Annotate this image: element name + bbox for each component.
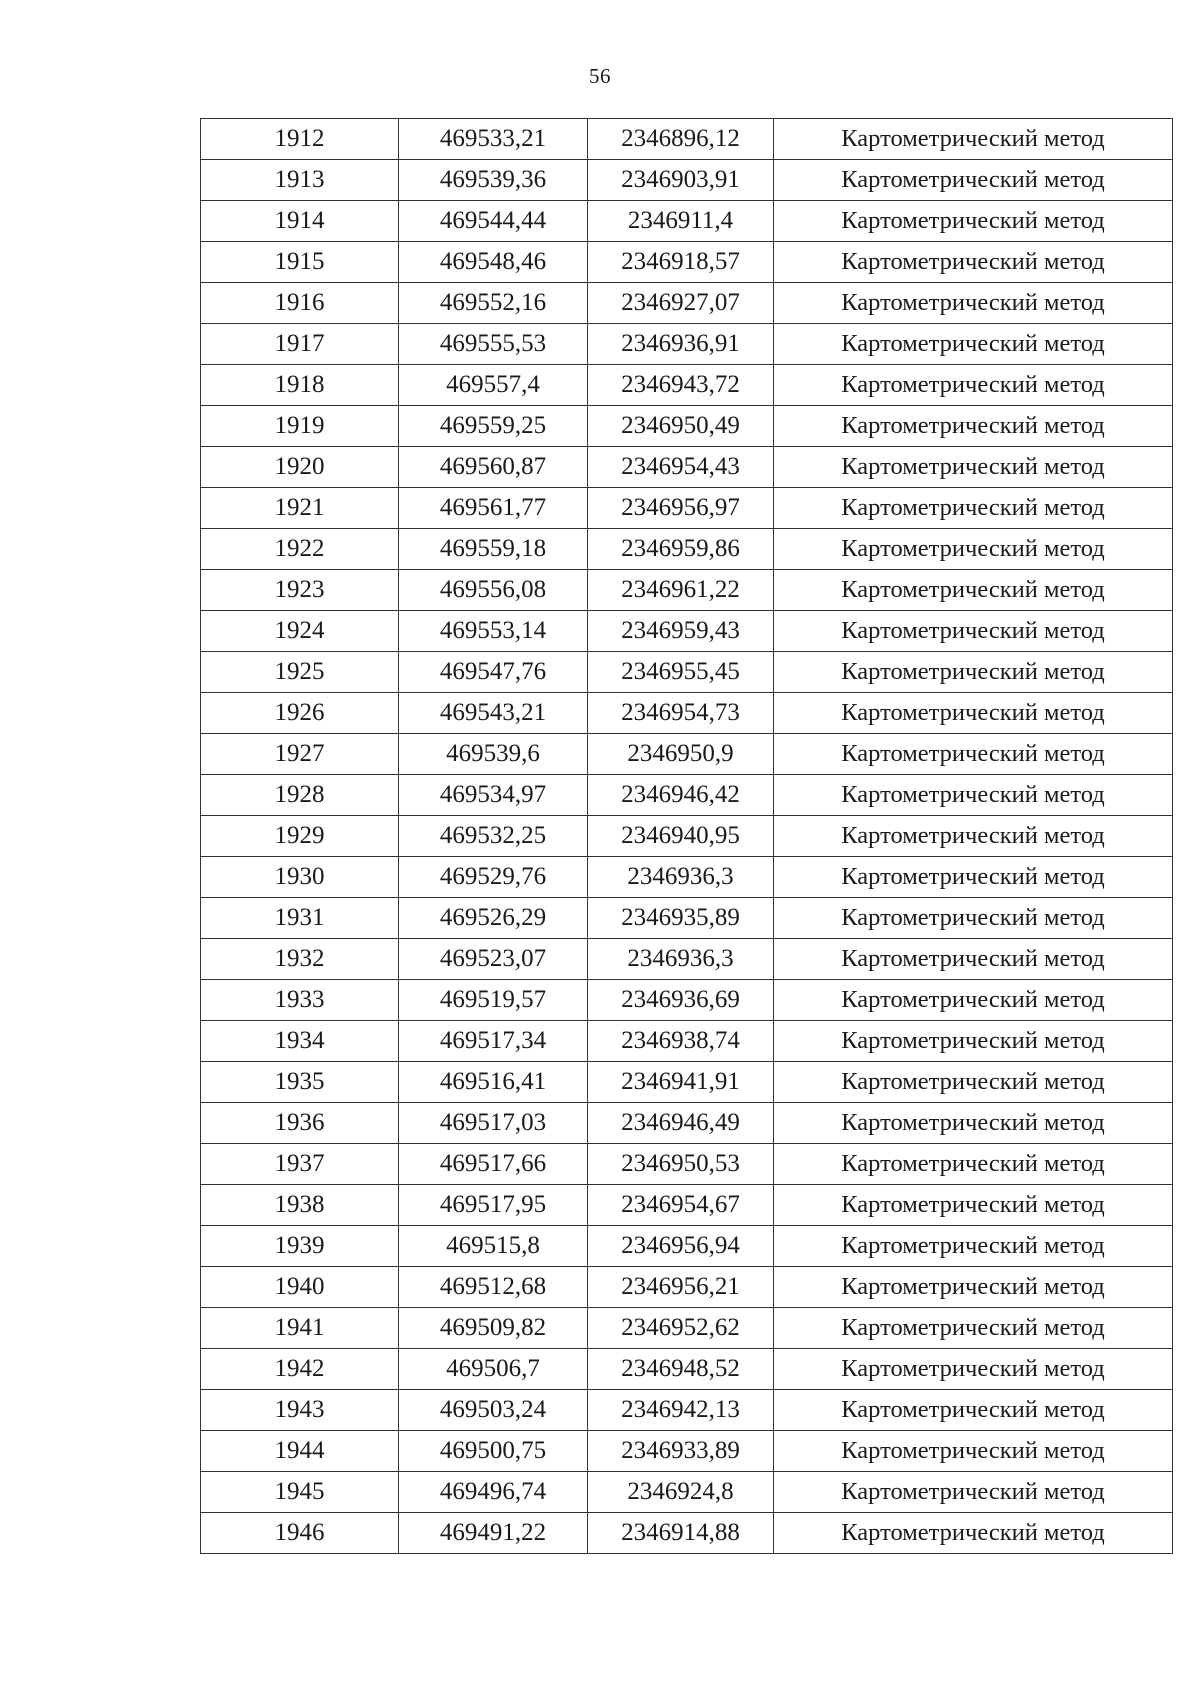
method-cell: Картометрический метод	[774, 652, 1173, 693]
method-cell: Картометрический метод	[774, 119, 1173, 160]
x-coordinate-cell: 469559,25	[399, 406, 588, 447]
method-cell: Картометрический метод	[774, 1185, 1173, 1226]
method-cell: Картометрический метод	[774, 324, 1173, 365]
point-number-cell: 1917	[201, 324, 399, 365]
table-row	[201, 1349, 1173, 1390]
y-coordinate-cell: 2346950,9	[588, 734, 774, 775]
y-coordinate-cell: 2346933,89	[588, 1431, 774, 1472]
x-coordinate-cell: 469555,53	[399, 324, 588, 365]
table-row	[201, 898, 1173, 939]
point-number-cell: 1919	[201, 406, 399, 447]
y-coordinate-cell: 2346943,72	[588, 365, 774, 406]
point-number-cell: 1918	[201, 365, 399, 406]
method-cell: Картометрический метод	[774, 365, 1173, 406]
point-number-cell: 1933	[201, 980, 399, 1021]
y-coordinate-cell: 2346956,21	[588, 1267, 774, 1308]
point-number-cell: 1943	[201, 1390, 399, 1431]
x-coordinate-cell: 469544,44	[399, 201, 588, 242]
table-row	[201, 529, 1173, 570]
table-row	[201, 734, 1173, 775]
y-coordinate-cell: 2346896,12	[588, 119, 774, 160]
point-number-cell: 1920	[201, 447, 399, 488]
point-number-cell: 1941	[201, 1308, 399, 1349]
table-row	[201, 1472, 1173, 1513]
method-cell: Картометрический метод	[774, 242, 1173, 283]
y-coordinate-cell: 2346924,8	[588, 1472, 774, 1513]
point-number-cell: 1922	[201, 529, 399, 570]
point-number-cell: 1942	[201, 1349, 399, 1390]
method-cell: Картометрический метод	[774, 1431, 1173, 1472]
table-row	[201, 160, 1173, 201]
point-number-cell: 1915	[201, 242, 399, 283]
point-number-cell: 1938	[201, 1185, 399, 1226]
method-cell: Картометрический метод	[774, 1513, 1173, 1554]
point-number-cell: 1930	[201, 857, 399, 898]
point-number-cell: 1944	[201, 1431, 399, 1472]
x-coordinate-cell: 469557,4	[399, 365, 588, 406]
table-row	[201, 652, 1173, 693]
method-cell: Картометрический метод	[774, 1472, 1173, 1513]
x-coordinate-cell: 469560,87	[399, 447, 588, 488]
method-cell: Картометрический метод	[774, 693, 1173, 734]
table-row	[201, 857, 1173, 898]
y-coordinate-cell: 2346918,57	[588, 242, 774, 283]
table-row	[201, 570, 1173, 611]
table-row	[201, 1185, 1173, 1226]
table-row	[201, 1103, 1173, 1144]
table-row	[201, 611, 1173, 652]
table-row	[201, 1513, 1173, 1554]
y-coordinate-cell: 2346946,49	[588, 1103, 774, 1144]
table-row	[201, 365, 1173, 406]
table-row	[201, 1390, 1173, 1431]
method-cell: Картометрический метод	[774, 816, 1173, 857]
method-cell: Картометрический метод	[774, 1308, 1173, 1349]
x-coordinate-cell: 469523,07	[399, 939, 588, 980]
point-number-cell: 1921	[201, 488, 399, 529]
method-cell: Картометрический метод	[774, 857, 1173, 898]
x-coordinate-cell: 469532,25	[399, 816, 588, 857]
table-row	[201, 1431, 1173, 1472]
y-coordinate-cell: 2346927,07	[588, 283, 774, 324]
table-row	[201, 693, 1173, 734]
method-cell: Картометрический метод	[774, 980, 1173, 1021]
y-coordinate-cell: 2346941,91	[588, 1062, 774, 1103]
x-coordinate-cell: 469526,29	[399, 898, 588, 939]
x-coordinate-cell: 469517,03	[399, 1103, 588, 1144]
point-number-cell: 1936	[201, 1103, 399, 1144]
method-cell: Картометрический метод	[774, 898, 1173, 939]
y-coordinate-cell: 2346961,22	[588, 570, 774, 611]
method-cell: Картометрический метод	[774, 1062, 1173, 1103]
table-row	[201, 406, 1173, 447]
point-number-cell: 1932	[201, 939, 399, 980]
x-coordinate-cell: 469496,74	[399, 1472, 588, 1513]
table-row	[201, 816, 1173, 857]
point-number-cell: 1925	[201, 652, 399, 693]
point-number-cell: 1939	[201, 1226, 399, 1267]
method-cell: Картометрический метод	[774, 1144, 1173, 1185]
y-coordinate-cell: 2346936,69	[588, 980, 774, 1021]
y-coordinate-cell: 2346956,94	[588, 1226, 774, 1267]
x-coordinate-cell: 469517,66	[399, 1144, 588, 1185]
point-number-cell: 1913	[201, 160, 399, 201]
x-coordinate-cell: 469561,77	[399, 488, 588, 529]
x-coordinate-cell: 469556,08	[399, 570, 588, 611]
y-coordinate-cell: 2346954,43	[588, 447, 774, 488]
method-cell: Картометрический метод	[774, 1349, 1173, 1390]
point-number-cell: 1934	[201, 1021, 399, 1062]
coordinates-table-body	[201, 119, 1173, 1554]
y-coordinate-cell: 2346903,91	[588, 160, 774, 201]
method-cell: Картометрический метод	[774, 406, 1173, 447]
method-cell: Картометрический метод	[774, 1021, 1173, 1062]
x-coordinate-cell: 469553,14	[399, 611, 588, 652]
table-row	[201, 283, 1173, 324]
table-row	[201, 1021, 1173, 1062]
y-coordinate-cell: 2346948,52	[588, 1349, 774, 1390]
x-coordinate-cell: 469515,8	[399, 1226, 588, 1267]
table-row	[201, 1308, 1173, 1349]
x-coordinate-cell: 469512,68	[399, 1267, 588, 1308]
y-coordinate-cell: 2346959,86	[588, 529, 774, 570]
x-coordinate-cell: 469552,16	[399, 283, 588, 324]
point-number-cell: 1926	[201, 693, 399, 734]
x-coordinate-cell: 469548,46	[399, 242, 588, 283]
point-number-cell: 1929	[201, 816, 399, 857]
method-cell: Картометрический метод	[774, 1267, 1173, 1308]
method-cell: Картометрический метод	[774, 1390, 1173, 1431]
y-coordinate-cell: 2346936,91	[588, 324, 774, 365]
x-coordinate-cell: 469500,75	[399, 1431, 588, 1472]
x-coordinate-cell: 469534,97	[399, 775, 588, 816]
y-coordinate-cell: 2346911,4	[588, 201, 774, 242]
point-number-cell: 1928	[201, 775, 399, 816]
y-coordinate-cell: 2346935,89	[588, 898, 774, 939]
method-cell: Картометрический метод	[774, 529, 1173, 570]
table-row	[201, 775, 1173, 816]
x-coordinate-cell: 469539,36	[399, 160, 588, 201]
x-coordinate-cell: 469529,76	[399, 857, 588, 898]
x-coordinate-cell: 469509,82	[399, 1308, 588, 1349]
x-coordinate-cell: 469547,76	[399, 652, 588, 693]
point-number-cell: 1924	[201, 611, 399, 652]
table-row	[201, 201, 1173, 242]
point-number-cell: 1931	[201, 898, 399, 939]
x-coordinate-cell: 469517,34	[399, 1021, 588, 1062]
x-coordinate-cell: 469506,7	[399, 1349, 588, 1390]
coordinates-table	[200, 118, 1173, 1554]
table-row	[201, 939, 1173, 980]
point-number-cell: 1916	[201, 283, 399, 324]
point-number-cell: 1914	[201, 201, 399, 242]
y-coordinate-cell: 2346950,53	[588, 1144, 774, 1185]
table-row	[201, 1226, 1173, 1267]
method-cell: Картометрический метод	[774, 611, 1173, 652]
table-row	[201, 1062, 1173, 1103]
y-coordinate-cell: 2346959,43	[588, 611, 774, 652]
point-number-cell: 1940	[201, 1267, 399, 1308]
method-cell: Картометрический метод	[774, 775, 1173, 816]
y-coordinate-cell: 2346954,73	[588, 693, 774, 734]
x-coordinate-cell: 469533,21	[399, 119, 588, 160]
table-row	[201, 119, 1173, 160]
page-number: 56	[589, 64, 611, 88]
x-coordinate-cell: 469503,24	[399, 1390, 588, 1431]
y-coordinate-cell: 2346914,88	[588, 1513, 774, 1554]
point-number-cell: 1912	[201, 119, 399, 160]
method-cell: Картометрический метод	[774, 1103, 1173, 1144]
table-row	[201, 488, 1173, 529]
y-coordinate-cell: 2346936,3	[588, 939, 774, 980]
x-coordinate-cell: 469516,41	[399, 1062, 588, 1103]
point-number-cell: 1935	[201, 1062, 399, 1103]
method-cell: Картометрический метод	[774, 570, 1173, 611]
point-number-cell: 1937	[201, 1144, 399, 1185]
y-coordinate-cell: 2346938,74	[588, 1021, 774, 1062]
x-coordinate-cell: 469519,57	[399, 980, 588, 1021]
y-coordinate-cell: 2346952,62	[588, 1308, 774, 1349]
y-coordinate-cell: 2346956,97	[588, 488, 774, 529]
table-row	[201, 1144, 1173, 1185]
method-cell: Картометрический метод	[774, 1226, 1173, 1267]
method-cell: Картометрический метод	[774, 939, 1173, 980]
y-coordinate-cell: 2346940,95	[588, 816, 774, 857]
x-coordinate-cell: 469539,6	[399, 734, 588, 775]
y-coordinate-cell: 2346954,67	[588, 1185, 774, 1226]
x-coordinate-cell: 469543,21	[399, 693, 588, 734]
point-number-cell: 1946	[201, 1513, 399, 1554]
x-coordinate-cell: 469517,95	[399, 1185, 588, 1226]
table-row	[201, 242, 1173, 283]
method-cell: Картометрический метод	[774, 447, 1173, 488]
x-coordinate-cell: 469491,22	[399, 1513, 588, 1554]
table-row	[201, 447, 1173, 488]
y-coordinate-cell: 2346950,49	[588, 406, 774, 447]
method-cell: Картометрический метод	[774, 283, 1173, 324]
point-number-cell: 1945	[201, 1472, 399, 1513]
x-coordinate-cell: 469559,18	[399, 529, 588, 570]
table-row	[201, 980, 1173, 1021]
y-coordinate-cell: 2346936,3	[588, 857, 774, 898]
table-row	[201, 1267, 1173, 1308]
y-coordinate-cell: 2346955,45	[588, 652, 774, 693]
method-cell: Картометрический метод	[774, 201, 1173, 242]
method-cell: Картометрический метод	[774, 160, 1173, 201]
y-coordinate-cell: 2346946,42	[588, 775, 774, 816]
point-number-cell: 1927	[201, 734, 399, 775]
table-row	[201, 324, 1173, 365]
point-number-cell: 1923	[201, 570, 399, 611]
y-coordinate-cell: 2346942,13	[588, 1390, 774, 1431]
method-cell: Картометрический метод	[774, 734, 1173, 775]
method-cell: Картометрический метод	[774, 488, 1173, 529]
